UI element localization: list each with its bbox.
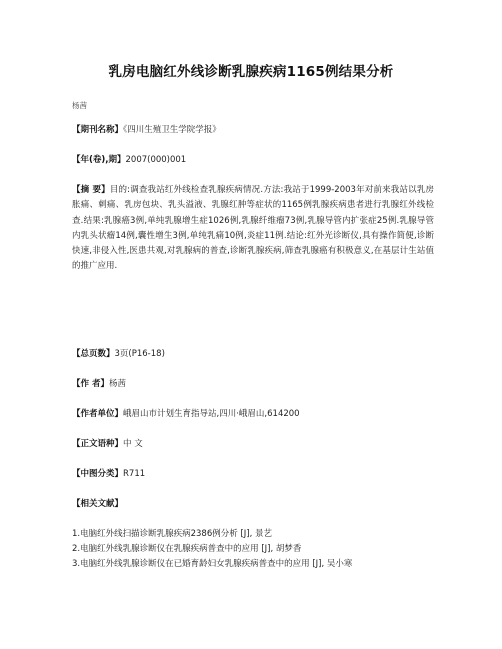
year-issue-field	[72, 153, 434, 168]
journal-label: 【期刊名称】	[72, 125, 124, 135]
author-line: 杨茜	[72, 101, 87, 110]
reference-item[interactable]: 2.电脑红外线乳腺诊断仪在乳腺疾病普查中的应用 [J], 胡梦香	[72, 544, 302, 554]
abstract-label: 【摘 要】	[72, 185, 110, 195]
affiliation-value: 峨眉山市计划生育指导站,四川·峨眉山,614200	[123, 409, 300, 419]
pages-field	[72, 347, 434, 362]
abstract-field	[72, 183, 434, 275]
reference-item[interactable]: 3.电脑红外线乳腺诊断仪在已婚育龄妇女乳腺疾病普查中的应用 [J], 吴小寒	[72, 559, 353, 569]
author-value: 杨茜	[108, 379, 126, 389]
language-value: 中 文	[123, 439, 143, 449]
classification-value: R711	[123, 469, 146, 479]
pages-label: 【总页数】	[72, 349, 115, 359]
year-issue-value: 2007(000)001	[125, 155, 187, 165]
page-title: 乳房电脑红外线诊断乳腺疾病1165例结果分析	[108, 64, 394, 80]
journal-field	[72, 123, 434, 138]
language-label: 【正文语种】	[72, 439, 124, 449]
author-label: 【作 者】	[72, 379, 109, 389]
abstract-text: 目的:调查我站红外线检查乳腺疾病情况.方法:我站于1999-2003年对前来我站以乳房胀痛、刺痛、乳房包块、乳头溢液、乳腺红肿等症状的1165例乳腺疾病患者进行乳腺红外线检查.结果:乳腺癌3例,单纯乳腺增生症1026例,乳腺纤维瘤73例,乳腺导管内扩张症25例.乳腺导管内乳头状瘤14例,囊性增生3例,单纯乳痛10例,炎症11例.结论:红外光诊断仪,具有操作简便,诊断快速,非侵入性,医患共观,对乳腺病的普查,诊断乳腺疾病,筛查乳腺癌有积极意义,在基层计生站值的推广应用.	[72, 185, 434, 272]
reference-item[interactable]: 1.电脑红外线扫描诊断乳腺疾病2386例分析 [J], 景艺	[72, 529, 272, 539]
related-field	[72, 497, 434, 512]
year-issue-label: 【年(卷),期】	[72, 155, 126, 165]
author-field	[72, 377, 434, 392]
classification-field	[72, 467, 434, 482]
affiliation-label: 【作者单位】	[72, 409, 124, 419]
related-label: 【相关文献】	[72, 499, 124, 509]
journal-value: 《四川生殖卫生学院学报》	[123, 125, 221, 135]
language-field	[72, 437, 434, 452]
classification-label: 【中图分类】	[72, 469, 124, 479]
reference-list	[72, 527, 434, 572]
affiliation-field	[72, 407, 434, 422]
pages-value: 3页(P16-18)	[114, 349, 165, 359]
